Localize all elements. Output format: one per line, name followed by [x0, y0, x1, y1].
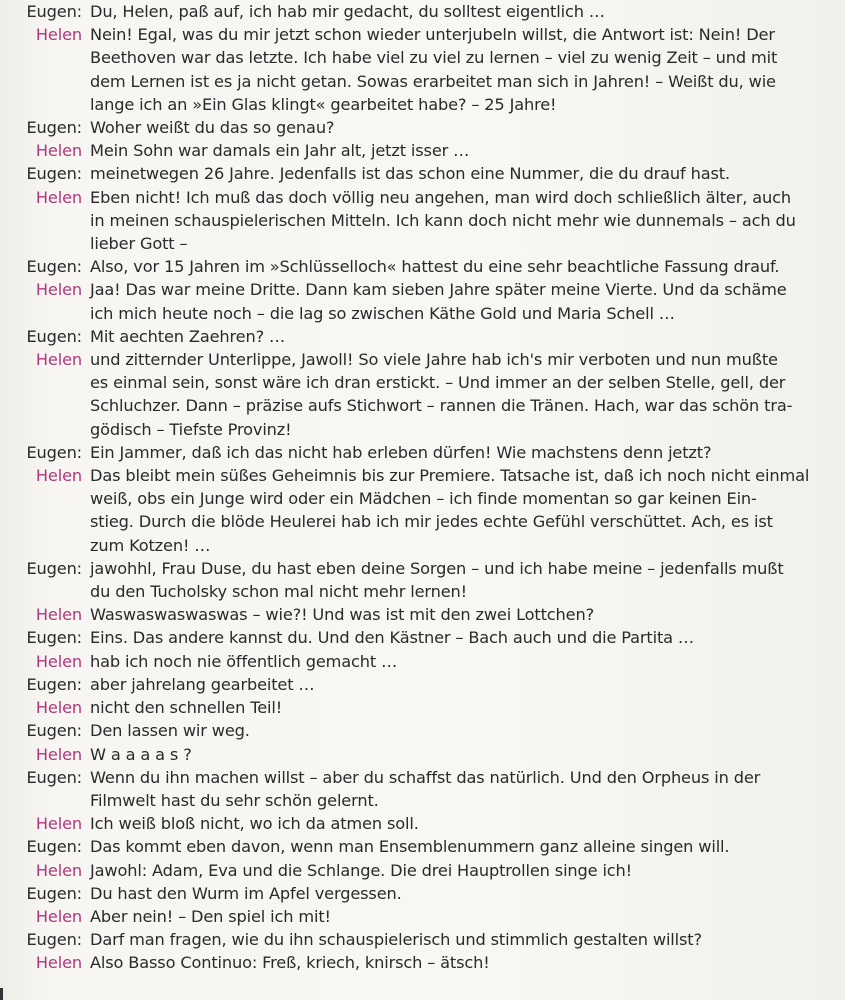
dialogue-continuation-line: [4, 487, 840, 510]
speaker-helen: Helen: [35, 906, 82, 926]
dialogue-text: Ich weiß bloß nicht, wo ich da atmen soll.: [90, 814, 419, 834]
dialogue-text: Schluchzer. Dann – präzise aufs Stichwort – rannen die Tränen. Hach, war das schön tra-: [90, 396, 793, 416]
speaker-helen: Helen: [35, 466, 82, 486]
speaker-helen: Helen: [35, 744, 82, 764]
speaker-eugen: Eugen:: [26, 883, 82, 903]
dialogue-line: [4, 23, 840, 46]
dialogue-line: [4, 255, 840, 278]
dialogue-text: Beethoven war das letzte. Ich habe viel zu viel zu lernen – viel zu wenig Zeit – und mit: [90, 48, 778, 68]
dialogue-line: [4, 348, 840, 371]
dialogue-text: Eins. Das andere kannst du. Und den Kästner – Bach auch und die Partita …: [90, 628, 694, 648]
speaker-helen: Helen: [35, 187, 82, 207]
dialogue-line: [4, 650, 840, 673]
speaker-eugen: Eugen:: [26, 767, 82, 787]
speaker-helen: Helen: [35, 605, 82, 625]
dialogue-text: Darf man fragen, wie du ihn schauspielerisch und stimmlich gestalten willst?: [90, 930, 702, 950]
dialogue-text: dem Lernen ist es ja nicht getan. Sowas erarbeitet man sich in Jahren! – Weißt du, wie: [90, 71, 776, 91]
dialogue-line: [4, 464, 840, 487]
dialogue-line: [4, 626, 840, 649]
dialogue-line: [4, 743, 840, 766]
dialogue-continuation-line: [4, 418, 840, 441]
speaker-helen: Helen: [35, 280, 82, 300]
dialogue-continuation-line: [4, 46, 840, 69]
dialogue-text: Filmwelt hast du sehr schön gelernt.: [90, 790, 379, 810]
dialogue-text: Also, vor 15 Jahren im »Schlüsselloch« hattest du eine sehr beachtliche Fassung drauf.: [90, 257, 780, 277]
dialogue-text: es einmal sein, sonst wäre ich dran erstickt. – Und immer an der selben Stelle, gell, der: [90, 373, 786, 393]
dialogue-text: aber jahrelang gearbeitet …: [90, 674, 315, 694]
dialogue-line: [4, 603, 840, 626]
speaker-eugen: Eugen:: [26, 442, 82, 462]
speaker-helen: Helen: [35, 953, 82, 973]
dialogue-text: Das kommt eben davon, wenn man Ensemblenummern ganz alleine singen will.: [90, 837, 730, 857]
dialogue-line: [4, 882, 840, 905]
dialogue-line: [4, 951, 840, 974]
dialogue-text: Das bleibt mein süßes Geheimnis bis zur Premiere. Tatsache ist, daß ich noch nicht einmal: [90, 466, 810, 486]
dialogue-line: [4, 557, 840, 580]
dialogue-line: [4, 812, 840, 835]
dialogue-text: und zitternder Unterlippe, Jawoll! So viele Jahre hab ich's mir verboten und nun mußte: [90, 350, 778, 370]
dialogue-text: zum Kotzen! …: [90, 535, 211, 555]
speaker-helen: Helen: [35, 25, 82, 45]
dialogue-continuation-line: [4, 789, 840, 812]
speaker-helen: Helen: [35, 141, 82, 161]
dialogue-continuation-line: [4, 302, 840, 325]
dialogue-text: Jawohl: Adam, Eva und die Schlange. Die drei Hauptrollen singe ich!: [90, 860, 633, 880]
dialogue-continuation-line: [4, 93, 840, 116]
dialogue-line: [4, 719, 840, 742]
speaker-eugen: Eugen:: [26, 837, 82, 857]
dialogue-continuation-line: [4, 209, 840, 232]
dialogue-text: in meinen schauspielerischen Mitteln. Ich kann doch nicht mehr wie dunnemals – ach du: [90, 210, 796, 230]
dialogue-line: [4, 673, 840, 696]
dialogue-text: Woher weißt du das so genau?: [90, 118, 335, 138]
dialogue-line: [4, 859, 840, 882]
speaker-eugen: Eugen:: [26, 2, 82, 21]
dialogue-text: lieber Gott –: [90, 234, 188, 254]
dialogue-line: [4, 139, 840, 162]
dialogue-line: [4, 278, 840, 301]
speaker-eugen: Eugen:: [26, 628, 82, 648]
dialogue-continuation-line: [4, 232, 840, 255]
dialogue-line: [4, 696, 840, 719]
dialogue-text: nicht den schnellen Teil!: [90, 698, 283, 718]
dialogue-text: gödisch – Tiefste Provinz!: [90, 419, 292, 439]
dialogue-text: lange ich an »Ein Glas klingt« gearbeitet habe? – 25 Jahre!: [90, 94, 557, 114]
dialogue-line: [4, 835, 840, 858]
dialogue-text: Mein Sohn war damals ein Jahr alt, jetzt isser …: [90, 141, 470, 161]
speaker-helen: Helen: [35, 698, 82, 718]
dialogue-line: [4, 928, 840, 951]
speaker-eugen: Eugen:: [26, 721, 82, 741]
dialogue-text: jawohhl, Frau Duse, du hast eben deine Sorgen – und ich habe meine – jedenfalls mußt: [90, 558, 784, 578]
dialogue-text: weiß, obs ein Junge wird oder ein Mädchen – ich finde momentan so gar keinen Ein-: [90, 489, 757, 509]
dialogue-text: Eben nicht! Ich muß das doch völlig neu angehen, man wird doch schließlich älter, auch: [90, 187, 791, 207]
page-edge-mark: [0, 988, 3, 1000]
dialogue-text: Ein Jammer, daß ich das nicht hab erleben dürfen! Wie machstens denn jetzt?: [90, 442, 712, 462]
dialogue-continuation-line: [4, 580, 840, 603]
dialogue-text: meinetwegen 26 Jahre. Jedenfalls ist das schon eine Nummer, die du drauf hast.: [90, 164, 730, 184]
dialogue-text: ich mich heute noch – die lag so zwischen Käthe Gold und Maria Schell …: [90, 303, 675, 323]
speaker-eugen: Eugen:: [26, 558, 82, 578]
dialogue-text: Nein! Egal, was du mir jetzt schon wieder unterjubeln willst, die Antwort ist: Nein! Der: [90, 25, 775, 45]
dialogue-line: [4, 116, 840, 139]
dialogue-text: Wenn du ihn machen willst – aber du schaffst das natürlich. Und den Orpheus in der: [90, 767, 761, 787]
dialogue-text: Also Basso Continuo: Freß, kriech, knirsch – ätsch!: [90, 953, 490, 973]
dialogue-continuation-line: [4, 70, 840, 93]
speaker-helen: Helen: [35, 860, 82, 880]
dialogue-continuation-line: [4, 534, 840, 557]
dialogue-text: hab ich noch nie öffentlich gemacht …: [90, 651, 398, 671]
speaker-eugen: Eugen:: [26, 674, 82, 694]
dialogue-line: [4, 162, 840, 185]
speaker-eugen: Eugen:: [26, 164, 82, 184]
speaker-eugen: Eugen:: [26, 257, 82, 277]
dialogue-continuation-line: [4, 371, 840, 394]
dialogue-text: Mit aechten Zaehren? …: [90, 326, 286, 346]
speaker-eugen: Eugen:: [26, 930, 82, 950]
speaker-eugen: Eugen:: [26, 118, 82, 138]
dialogue-line: [4, 441, 840, 464]
dialogue-text: W a a a a s ?: [90, 744, 192, 764]
speaker-helen: Helen: [35, 350, 82, 370]
dialogue-script: [4, 0, 840, 975]
dialogue-text: Waswaswaswaswas – wie?! Und was ist mit den zwei Lottchen?: [90, 605, 595, 625]
dialogue-text: Den lassen wir weg.: [90, 721, 250, 741]
speaker-helen: Helen: [35, 651, 82, 671]
dialogue-line: [4, 0, 840, 23]
dialogue-text: du den Tucholsky schon mal nicht mehr lernen!: [90, 582, 467, 602]
dialogue-line: [4, 766, 840, 789]
dialogue-text: Du hast den Wurm im Apfel vergessen.: [90, 883, 402, 903]
dialogue-continuation-line: [4, 510, 840, 533]
dialogue-line: [4, 905, 840, 928]
dialogue-text: Aber nein! – Den spiel ich mit!: [90, 906, 331, 926]
dialogue-line: [4, 325, 840, 348]
speaker-helen: Helen: [35, 814, 82, 834]
dialogue-text: Jaa! Das war meine Dritte. Dann kam sieben Jahre später meine Vierte. Und da schäme: [90, 280, 787, 300]
dialogue-line: [4, 186, 840, 209]
dialogue-continuation-line: [4, 394, 840, 417]
speaker-eugen: Eugen:: [26, 326, 82, 346]
dialogue-text: Du, Helen, paß auf, ich hab mir gedacht, du solltest eigentlich …: [90, 2, 605, 21]
dialogue-text: stieg. Durch die blöde Heulerei hab ich mir jedes echte Gefühl verschüttet. Ach, es ist: [90, 512, 773, 532]
